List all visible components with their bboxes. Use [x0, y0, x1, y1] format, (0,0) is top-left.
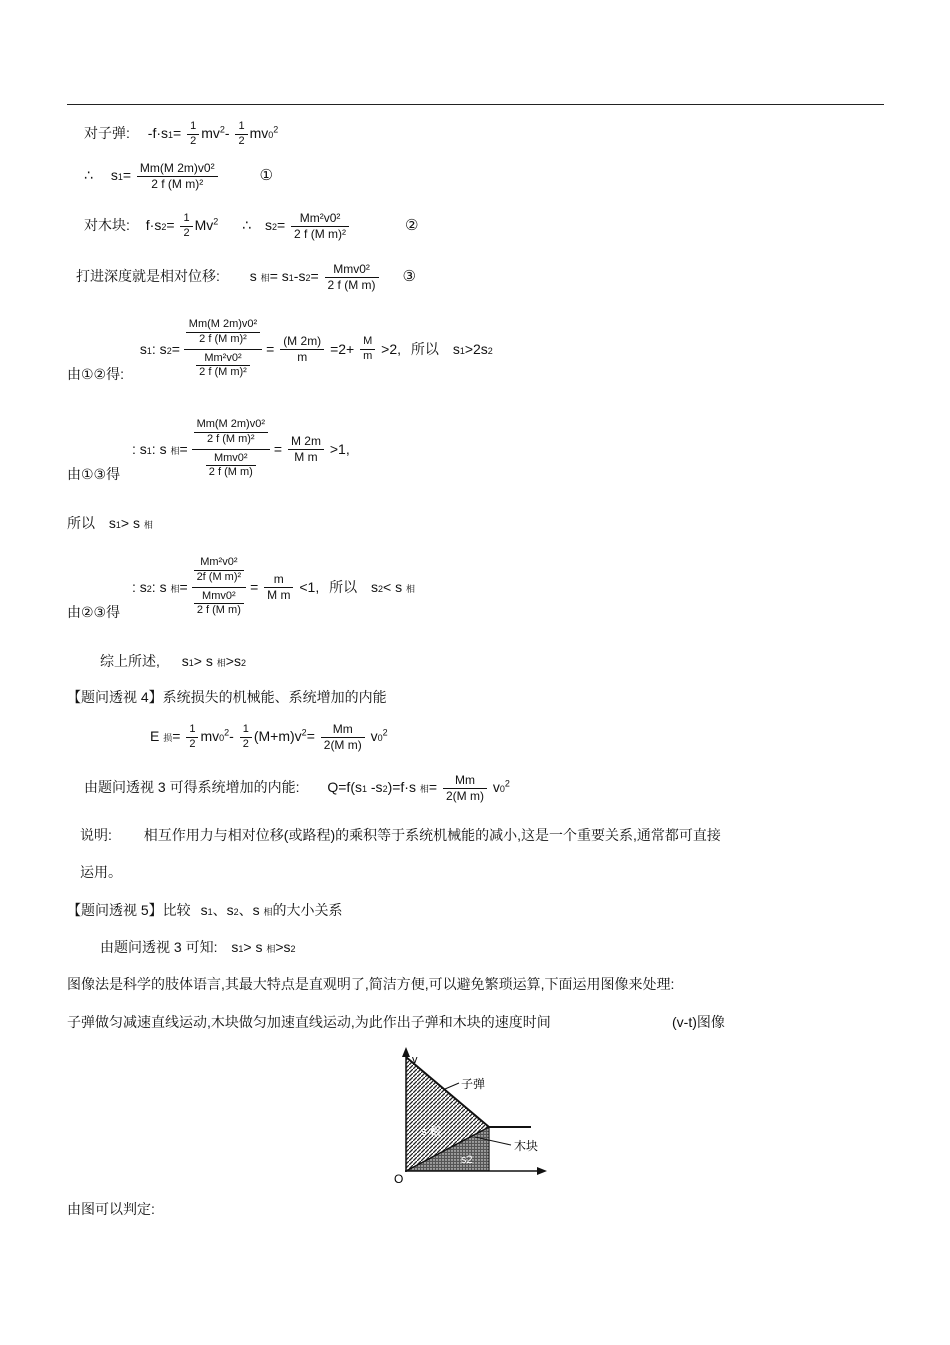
mark-1: ①: [259, 167, 273, 185]
mark-3: ③: [402, 268, 416, 286]
ratio-23-equation: 由②③得 : s2: s 相= $\frac{\text{Mm²v0²}}{\text{2f (M m)²}}$ $\frac{\text{Mmv0²}}{\text{2 f (M m)}}$ = $\frac{m}{\text{M m}}$ <1, 所以 s2< s 相: [67, 556, 415, 620]
ratio-12-equation: 由①②得: s1: s2= $\frac{\frac{\text{Mm(M 2m)v0²}}{\text{2 f (M m)²}}}{\frac{\text{Mm²v0²}}{\text{2 f (M m)²}}}$ = $\frac{(M 2m)}{m}$ =2+ $\frac{M}{m}$ >2, 所以 s1>2s2: [67, 318, 493, 382]
note-line: [80, 828, 721, 842]
depth-numerator: Mmv0²: [325, 262, 379, 278]
block-equation: 对木块: f·s2= $\frac{1}{2}$ Mv$^2$ ∴ s2= $\frac{\text{Mm²v0²}}{\text{2 f (M m)²}}$ ②: [84, 211, 419, 241]
s2-label: s2: [461, 1154, 473, 1166]
question-5-result: 由题问透视 3 可知: s1> s 相>s2: [100, 939, 296, 955]
ratio-23-so: 所以: [329, 579, 358, 595]
mark-2: ②: [404, 217, 419, 235]
s2-denominator: 2 f (M m)²: [294, 227, 347, 241]
depth-label: 打进深度就是相对位移:: [76, 268, 220, 285]
t-axis-arrow: [537, 1167, 547, 1175]
summary-line: 综上所述, s1> s 相>s2: [100, 653, 246, 669]
s2-numerator: Mm²v0²: [291, 211, 349, 227]
ratio-12-label: 由①②得:: [67, 365, 124, 382]
question-5-result-label: 由题问透视 3 可知:: [100, 939, 218, 955]
note-text: 相互作用力与相对位移(或路程)的乘积等于系统机械能的减小,这是一个重要关系,通常都可直接: [143, 827, 721, 843]
therefore-sign-2: ∴: [242, 217, 252, 234]
heat-equation: 由题问透视 3 可得系统增加的内能: Q=f(s1 -s2)=f·s 相= $\frac{Mm}{\text{2(M m)}}$ $v0^2$: [84, 773, 510, 803]
summary-label: 综上所述,: [100, 653, 160, 669]
graph-description-tail: (v-t)图像: [672, 1014, 725, 1030]
so-line: 所以 s1> s 相: [67, 515, 153, 531]
bullet-equation: 对子弹: -f·s1= $\frac{1}{2}$ $mv^2-$ $\frac{1}{2}$ $mv0^2$: [84, 120, 279, 147]
depth-equation: 打进深度就是相对位移: s 相= s1-s2= $\frac{\text{Mmv0²}}{\text{2 f (M m)}}$ ③: [76, 262, 416, 292]
header-rule: [67, 104, 884, 105]
graph-description: [67, 1014, 725, 1030]
v-axis-arrow: [402, 1047, 410, 1057]
so-label: 所以: [67, 515, 95, 531]
question-5-title: 【题问透视 5】比较 s1、s2、s 相的大小关系: [67, 902, 343, 918]
note-label: 说明:: [80, 827, 112, 843]
s1-denominator: 2 f (M m)²: [151, 177, 204, 191]
question-4-title: 【题问透视 4】系统损失的机械能、系统增加的内能: [67, 689, 387, 705]
ratio-13-equation: 由①③得 : s1: s 相= $\frac{\text{Mm(M 2m)v0²}}{\text{2 f (M m)²}}$ $\frac{\text{Mmv0²}}{\text{2 f (M m)}}$ = $\frac{M 2m}{\text{M m}}$ >1,: [67, 418, 350, 482]
depth-denominator: 2 f (M m): [327, 278, 376, 292]
s1-numerator: Mm(M 2m)v0²: [137, 161, 218, 177]
bullet-label: 子弹: [461, 1077, 486, 1091]
therefore-sign: ∴: [84, 167, 93, 184]
energy-loss-equation: E 损= $\frac{1}{2}$ $mv0^2-$ $\frac{1}{2}$ $(M+m)v^2=$ $\frac{Mm}{\text{2(M m)}}$ $v0^2$: [150, 722, 388, 752]
bullet-leader: [445, 1083, 459, 1089]
ratio-12-so: 所以: [410, 341, 439, 357]
velocity-time-figure: [385, 1045, 560, 1190]
origin-label: O: [394, 1172, 404, 1186]
heat-label: 由题问透视 3 可得系统增加的内能:: [84, 779, 300, 796]
graph-description-text: 子弹做匀减速直线运动,木块做匀加速直线运动,为此作出子弹和木块的速度时间: [67, 1014, 551, 1030]
ratio-23-label: 由②③得: [67, 603, 121, 620]
question-5-prefix: 【题问透视 5】比较: [67, 902, 191, 918]
ratio-13-label: 由①③得: [67, 465, 121, 482]
block-label: 木块: [514, 1139, 539, 1153]
relative-displacement-label: s 相: [421, 1126, 441, 1138]
conclusion-line: 由图可以判定:: [67, 1201, 155, 1217]
block-label: 对木块:: [84, 217, 130, 234]
note-text-2: 运用。: [80, 864, 122, 880]
question-5-suffix: 的大小关系: [272, 902, 343, 918]
graph-intro: 图像法是科学的肢体语言,其最大特点是直观明了,简洁方便,可以避免繁琐运算,下面运用图像来处理:: [67, 976, 675, 992]
s1-equation: ∴ s1= $\frac{\text{Mm(M 2m)v0²}}{\text{2 f (M m)²}}$ ①: [84, 161, 273, 191]
v-axis-label: v: [412, 1054, 418, 1066]
bullet-label: 对子弹:: [84, 124, 130, 141]
